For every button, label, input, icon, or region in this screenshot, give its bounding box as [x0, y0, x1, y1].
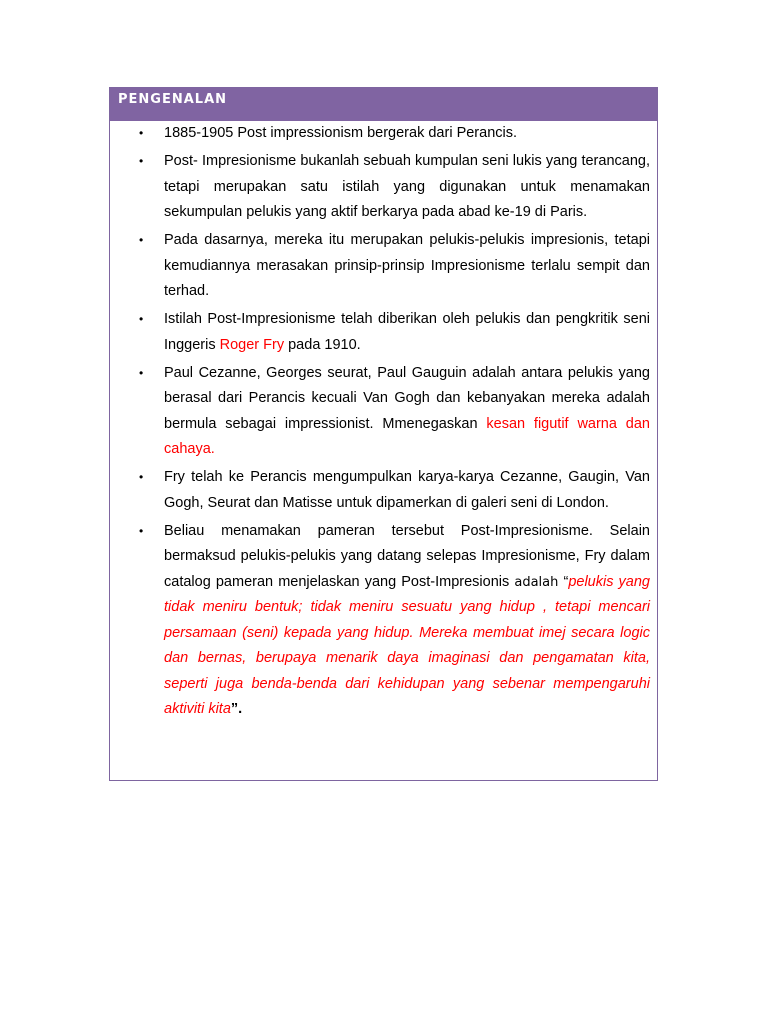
item-text: Istilah Post-Impresionisme telah diberikan oleh pelukis dan pengkritik seni Inggeris	[164, 311, 650, 353]
item-word: adalah	[514, 574, 559, 590]
bullet-icon: •	[139, 126, 144, 140]
item-text: Beliau menamakan pameran tersebut Post-Impresionisme. Selain bermaksud pelukis-pelukis yang datang selepas Impresionisme, Fry dalam catalog pameran menjelaskan yang Post-Impresionis	[164, 522, 650, 590]
list-item	[110, 228, 657, 305]
bullet-icon: •	[139, 470, 144, 484]
item-text-end: pada 1910.	[284, 336, 361, 353]
close-quote: ”.	[230, 701, 243, 717]
list-item	[110, 121, 657, 147]
bullet-icon: •	[139, 312, 144, 326]
quotation: pelukis yang tidak meniru bentuk; tidak meniru sesuatu yang hidup , tetapi mencari persamaan (seni) kepada yang hidup. Mereka membuat imej secara logic dan bernas, berupaya menarik daya imaginasi dan pengamatan kita, seperti juga benda-benda dari kehidupan yang sebenar mempengaruhi aktiviti kita	[164, 573, 650, 717]
item-text: 1885-1905 Post impressionism bergerak dari Perancis.	[164, 125, 518, 141]
item-text: Pada dasarnya, mereka itu merupakan pelukis-pelukis impresionis, tetapi kemudiannya merasakan prinsip-prinsip Impresionisme terlalu sempit dan terhad.	[164, 232, 650, 299]
bullet-icon: •	[139, 233, 144, 247]
section-title: PENGENALAN	[118, 92, 228, 107]
item-text: Paul Cezanne, Georges seurat, Paul Gauguin adalah antara pelukis yang berasal dari Perancis kecuali Van Gogh dan kebanyakan mereka adalah bermula sebagai impressionist. Mmenegaskan	[164, 364, 650, 432]
open-quote: “	[558, 573, 569, 590]
list-item	[110, 307, 657, 358]
bullet-icon: •	[139, 523, 144, 538]
highlight-phrase: kesan figutif warna dan cahaya.	[164, 415, 650, 457]
item-text: Fry telah ke Perancis mengumpulkan karya-karya Cezanne, Gaugin, Van Gogh, Seurat dan Matisse untuk dipamerkan di galeri seni di London.	[164, 469, 650, 511]
list-item	[110, 519, 657, 723]
bullet-icon: •	[139, 154, 144, 168]
list-item	[110, 361, 657, 463]
bullet-icon: •	[139, 365, 144, 380]
list-item	[110, 149, 657, 226]
bullet-list	[110, 121, 657, 725]
item-text: Post- Impresionisme bukanlah sebuah kumpulan seni lukis yang terancang, tetapi merupakan satu istilah yang digunakan untuk menamakan sekumpulan pelukis yang aktif berkarya pada abad ke-19 di Paris.	[164, 153, 650, 220]
highlight-name: Roger Fry	[219, 336, 285, 353]
intro-box	[109, 87, 658, 781]
section-header	[110, 88, 657, 121]
list-item	[110, 465, 657, 516]
